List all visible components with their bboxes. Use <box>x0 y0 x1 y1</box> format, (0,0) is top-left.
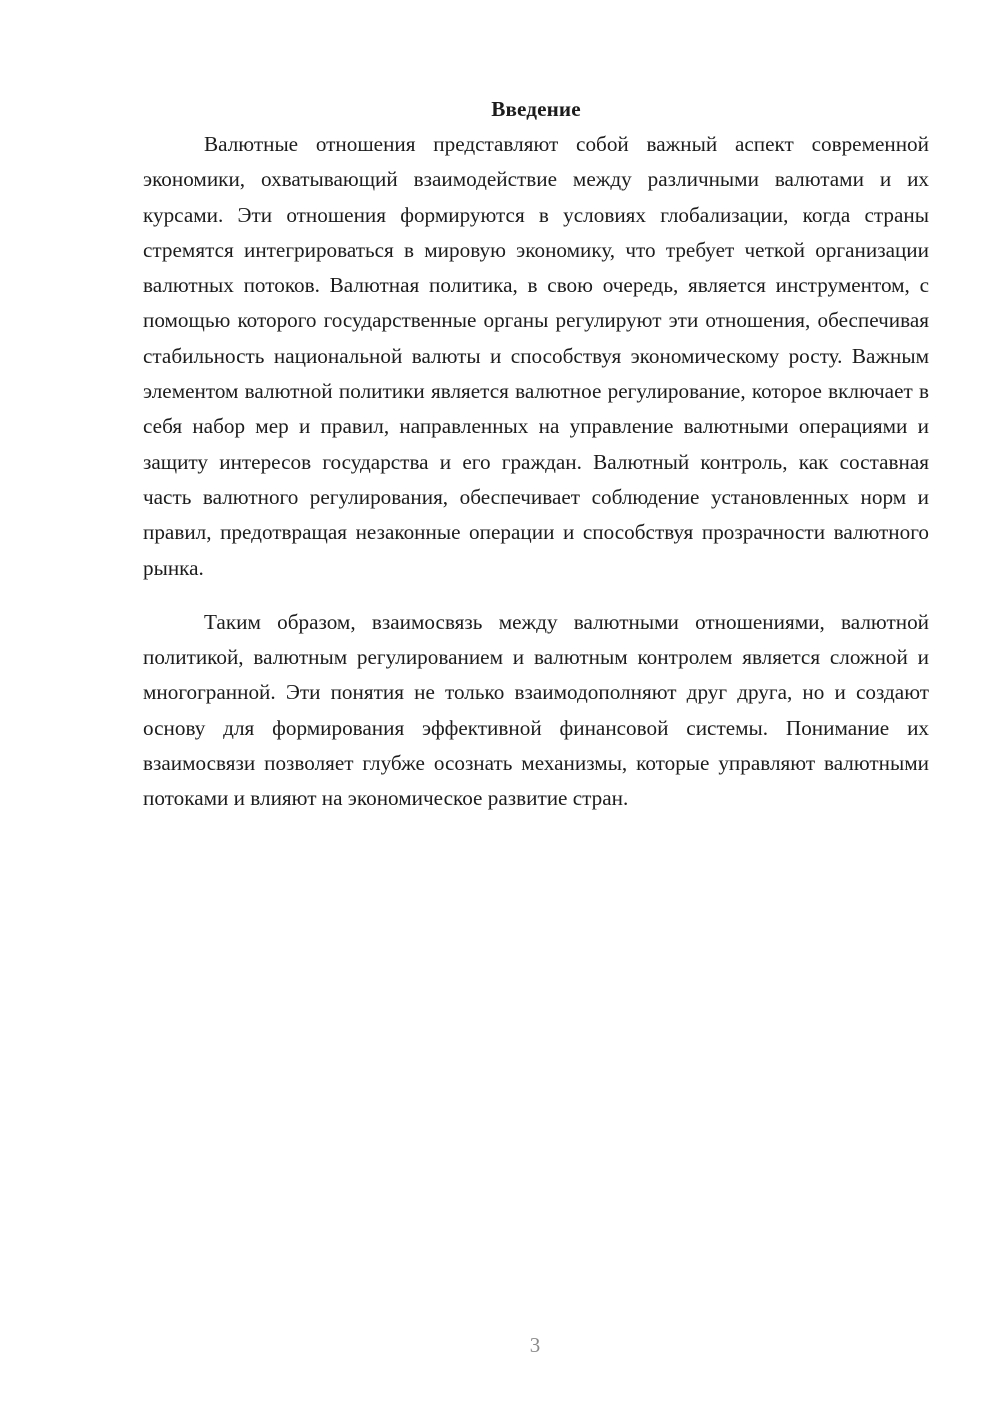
paragraph-2: Таким образом, взаимосвязь между валютными отношениями, валютной политикой, валютным регулированием и валютным контролем является сложной и многогранной. Эти понятия не только взаимодополняют друг друга, но и создают основу для формирования эффективной финансовой системы. Понимание их взаимосвязи позволяет глубже осознать механизмы, которые управляют валютными потоками и влияют на экономическое развитие стран. <box>143 609 929 811</box>
paragraph-1: Валютные отношения представляют собой важный аспект современной экономики, охватывающий взаимодействие между различными валютами и их курсами. Эти отношения формируются в условиях глобализации, когда страны стремятся интегрироваться в мировую экономику, что требует четкой организации валютных потоков. Валютная политика, в свою очередь, является инструментом, с помощью которого государственные органы регулируют эти отношения, обеспечивая стабильность национальной валюты и способствуя экономическому росту. Важным элементом валютной политики является валютное регулирование, которое включает в себя набор мер и правил, направленных на управление валютными операциями и защиту интересов государства и его граждан. Валютный контроль, как составная часть валютного регулирования, обеспечивает соблюдение установленных норм и правил, предотвращая незаконные операции и способствуя прозрачности валютного рынка. <box>143 132 929 580</box>
page-content <box>143 92 929 817</box>
section-heading: Введение <box>491 97 581 121</box>
page-number: 3 <box>529 1333 541 1357</box>
